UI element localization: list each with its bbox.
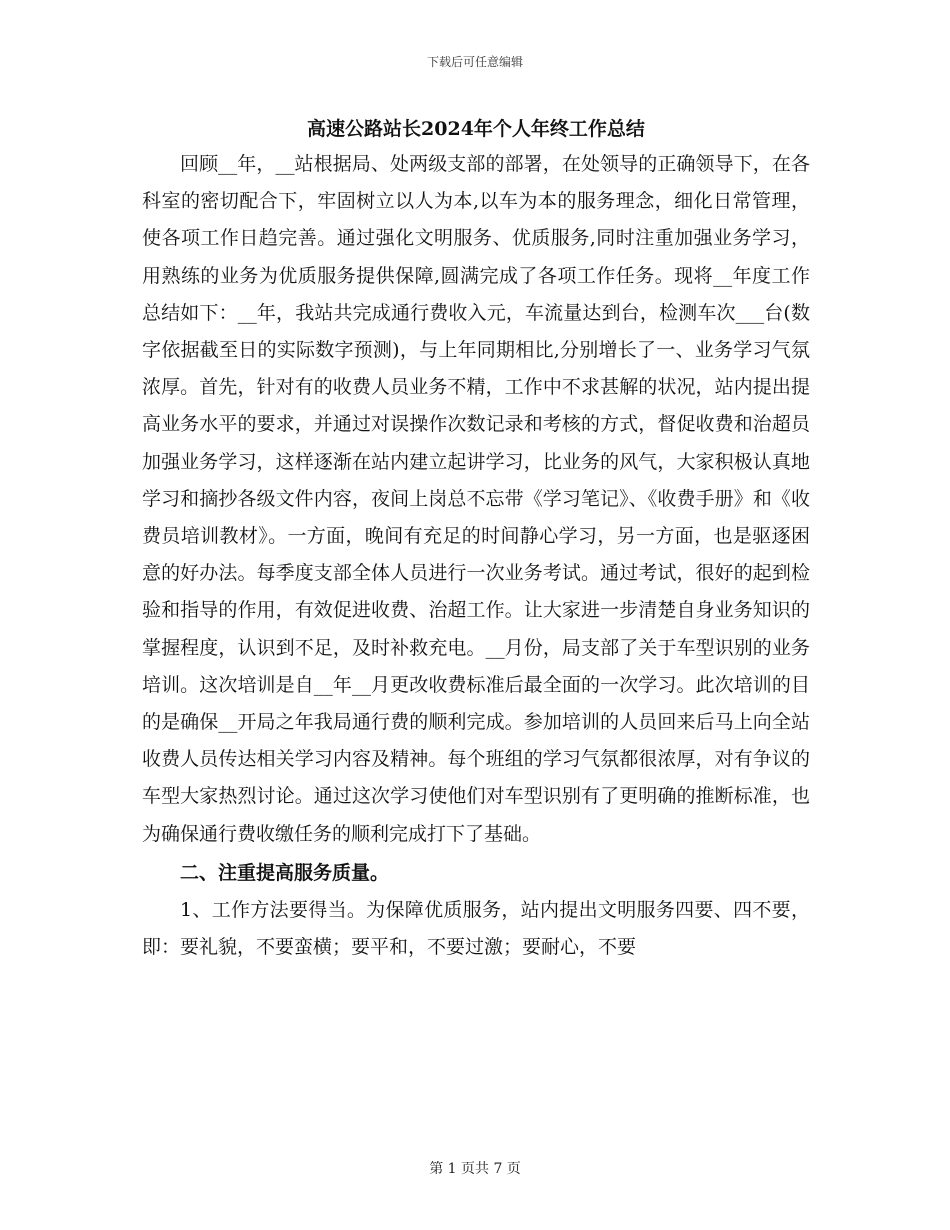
document-body bbox=[142, 112, 810, 966]
body-paragraph: 回顾__年，__站根据局、处两级支部的部署，在处领导的正确领导下，在各科室的密切配合下，牢固树立以人为本,以车为本的服务理念，细化日常管理，使各项工作日趋完善。通过强化文明服务、优质服务,同时注重加强业务学习，用熟练的业务为优质服务提供保障,圆满完成了各项工作任务。现将__年度工作总结如下：__年，我站共完成通行费收入元，车流量达到台，检测车次___台(数字依据截至日的实际数字预测)，与上年同期相比,分别增长了一、业务学习气氛浓厚。首先，针对有的收费人员业务不精，工作中不求甚解的状况，站内提出提高业务水平的要求，并通过对误操作次数记录和考核的方式，督促收费和治超员加强业务学习，这样逐渐在站内建立起讲学习，比业务的风气，大家积极认真地学习和摘抄各级文件内容，夜间上岗总不忘带《学习笔记》、《收费手册》和《收费员培训教材》。一方面，晚间有充足的时间静心学习，另一方面，也是驱逐困意的好办法。每季度支部全体人员进行一次业务考试。通过考试，很好的起到检验和指导的作用，有效促进收费、治超工作。让大家进一步清楚自身业务知识的掌握程度，认识到不足，及时补救充电。__月份，局支部了关于车型识别的业务培训。这次培训是自__年__月更改收费标准后最全面的一次学习。此次培训的目的是确保__开局之年我局通行费的顺利完成。参加培训的人员回来后马上向全站收费人员传达相关学习内容及精神。每个班组的学习气氛都很浓厚，对有争议的车型大家热烈讨论。通过这次学习使他们对车型识别有了更明确的推断标准，也为确保通行费收缴任务的顺利完成打下了基础。 bbox=[142, 153, 810, 845]
page-footer-number: 第 1 页共 7 页 bbox=[429, 1161, 521, 1177]
body-paragraph: 1、工作方法要得当。为保障优质服务，站内提出文明服务四要、四不要，即：要礼貌，不要蛮横；要平和，不要过激；要耐心，不要 bbox=[142, 899, 810, 959]
page-header-note: 下载后可任意编辑 bbox=[426, 55, 523, 69]
section-heading: 二、注重提高服务质量。 bbox=[180, 861, 390, 884]
document-title: 高速公路站长2024年个人年终工作总结 bbox=[307, 118, 645, 140]
